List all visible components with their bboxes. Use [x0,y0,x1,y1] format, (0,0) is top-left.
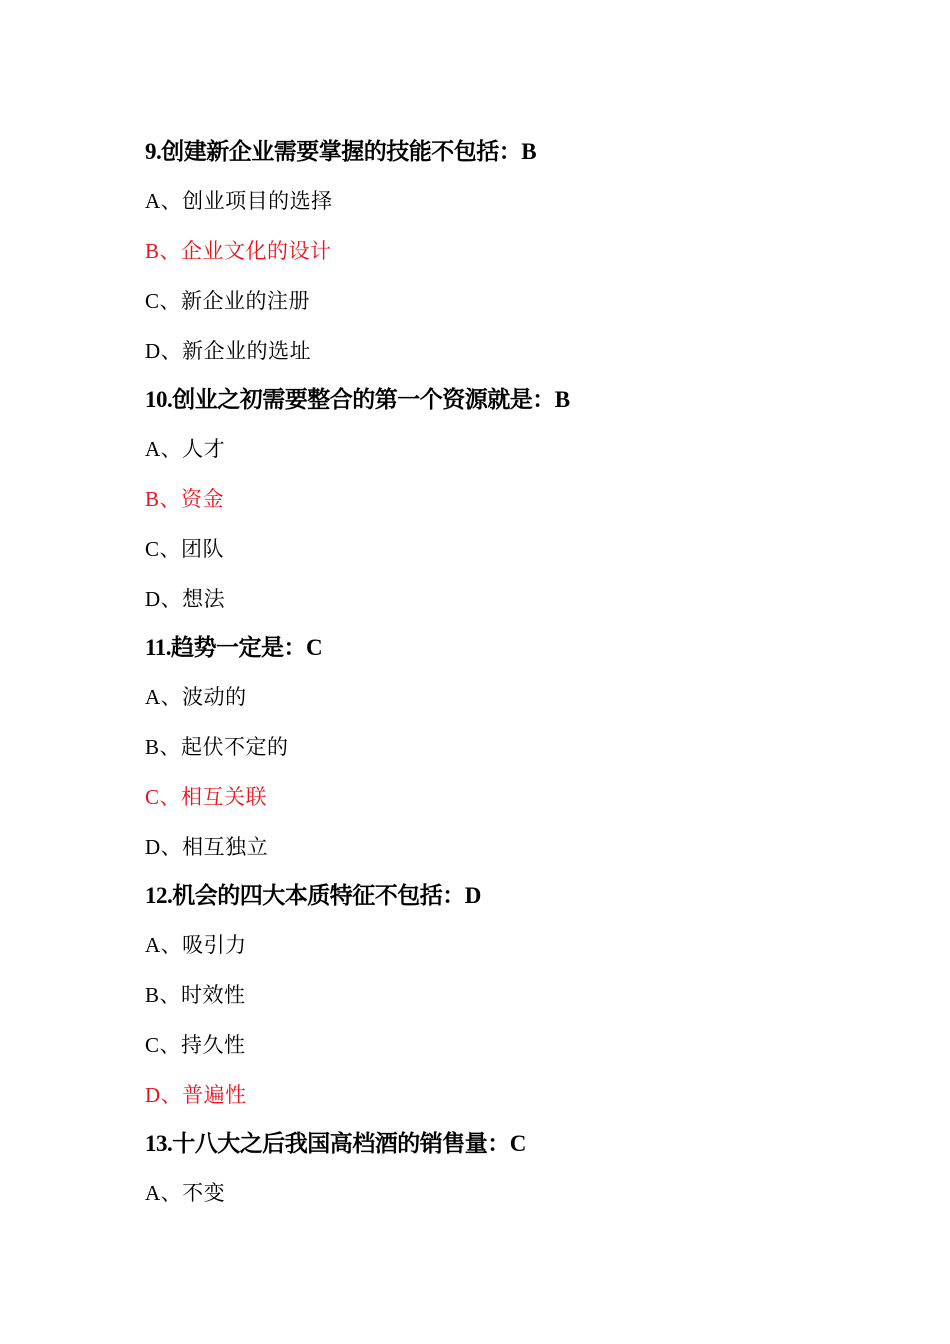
question-11 [145,624,845,872]
option-a: A、波动的 [145,685,247,709]
question-9 [145,128,845,376]
question-text: 13.十八大之后我国高档酒的销售量： [145,1131,510,1156]
question-text: 9.创建新企业需要掌握的技能不包括： [145,139,522,164]
option-d: D、相互独立 [145,835,269,859]
question-title [145,1120,845,1168]
question-list [145,128,845,1218]
question-answer: C [509,1131,526,1156]
question-13 [145,1120,845,1218]
option-a: A、吸引力 [145,933,247,957]
question-12 [145,872,845,1120]
option-d-correct: D、普遍性 [145,1083,247,1107]
option-c: C、团队 [145,537,225,561]
option-c: C、持久性 [145,1033,246,1057]
option-d: D、想法 [145,587,226,611]
option-a: A、创业项目的选择 [145,189,333,213]
question-title [145,376,845,424]
option-c-correct: C、相互关联 [145,785,268,809]
option-d: D、新企业的选址 [145,339,312,363]
option-a: A、不变 [145,1181,226,1205]
question-10 [145,376,845,624]
option-b: B、起伏不定的 [145,735,289,759]
question-title [145,624,845,672]
question-title [145,872,845,920]
question-answer: B [554,387,570,412]
question-answer: B [521,139,537,164]
question-answer: C [305,635,323,660]
option-a: A、人才 [145,437,226,461]
question-title [145,128,845,176]
option-b-correct: B、企业文化的设计 [145,239,332,263]
question-text: 10.创业之初需要整合的第一个资源就是： [145,387,555,412]
option-b: B、时效性 [145,983,246,1007]
question-text: 12.机会的四大本质特征不包括： [145,883,465,908]
question-answer: D [464,883,481,908]
question-text: 11.趋势一定是： [145,635,306,660]
option-b-correct: B、资金 [145,487,225,511]
option-c: C、新企业的注册 [145,289,311,313]
